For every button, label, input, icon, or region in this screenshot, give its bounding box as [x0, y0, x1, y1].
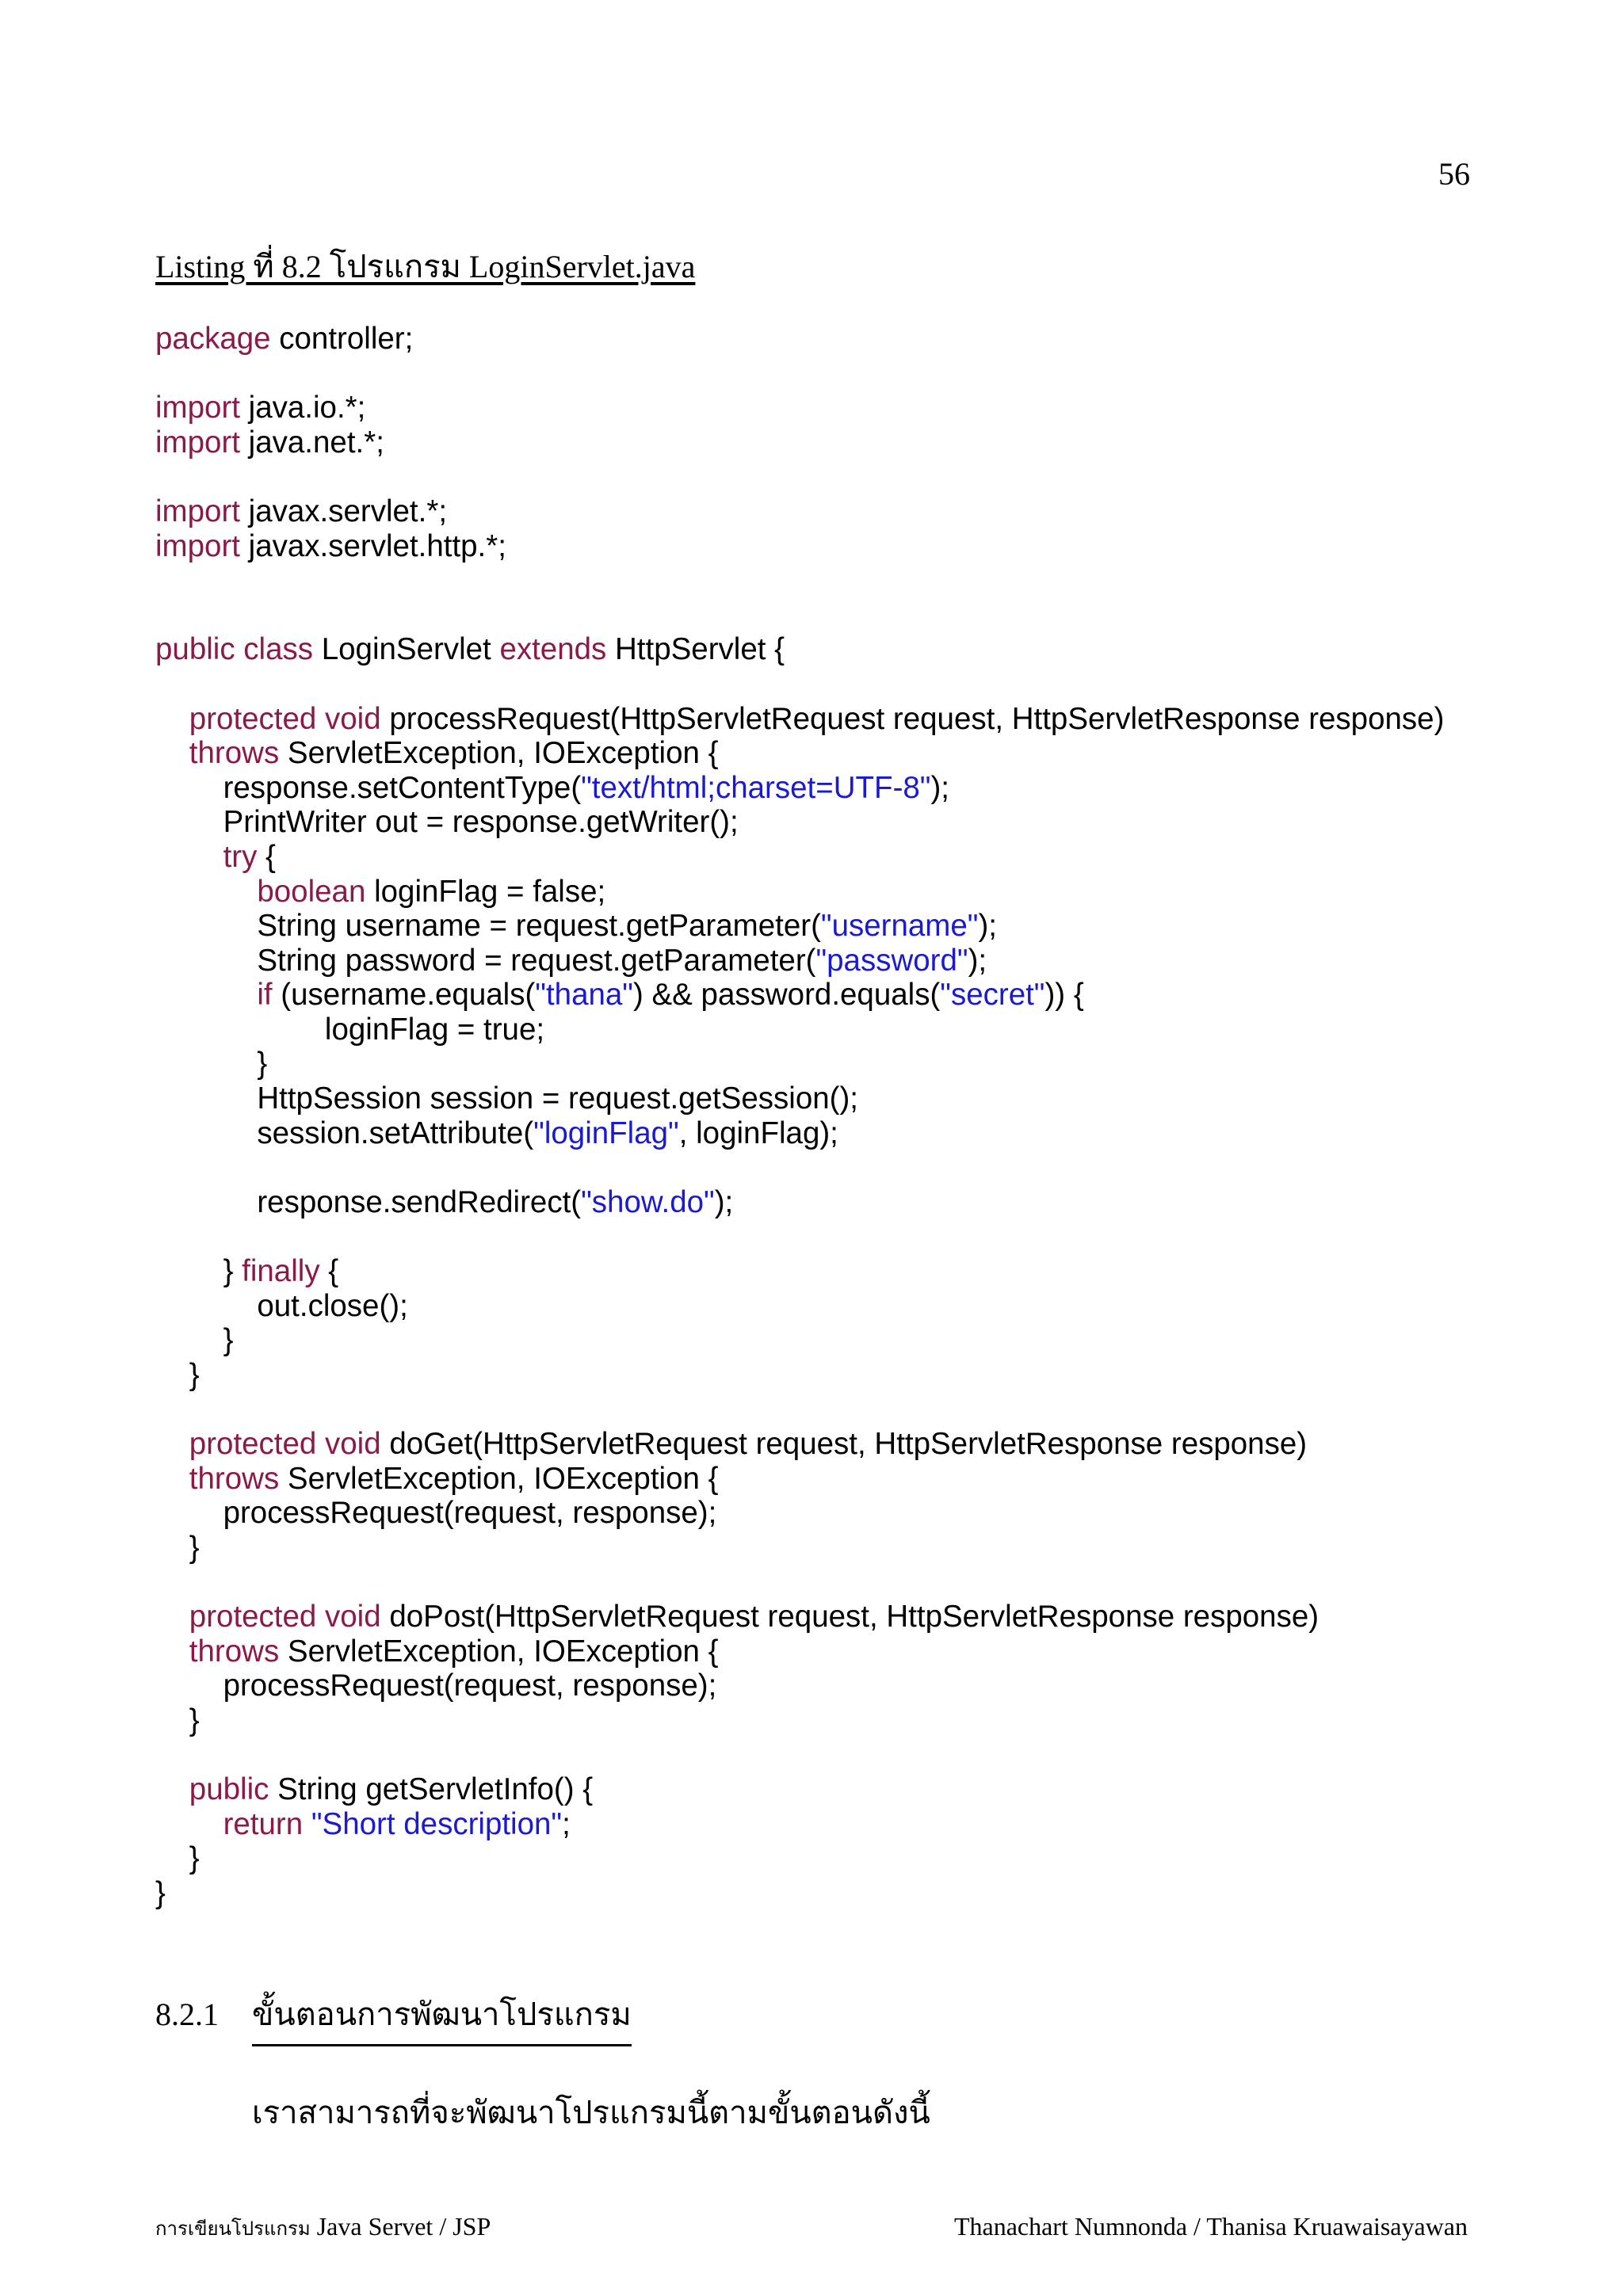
- code-text: [155, 1634, 189, 1669]
- code-text: [303, 1807, 311, 1841]
- footer-left: [155, 2212, 491, 2244]
- code-line: [155, 1600, 1444, 1634]
- code-line: [155, 1496, 1444, 1531]
- body-paragraph: เราสามารถที่จะพัฒนาโปรแกรมนี้ตามขั้นตอนดังนี้: [252, 2095, 930, 2130]
- code-string: "show.do": [581, 1184, 715, 1219]
- section-heading: [155, 1989, 632, 2046]
- footer-authors: Thanachart Numnonda / Thanisa Kruawaisayawan: [953, 2212, 1468, 2241]
- code-text: {: [257, 839, 276, 874]
- code-line: [155, 1669, 1444, 1703]
- code-line: [155, 1392, 1444, 1427]
- code-keyword: package: [155, 322, 271, 356]
- code-text: PrintWriter out = response.getWriter();: [155, 805, 739, 840]
- code-text: }: [155, 1323, 234, 1358]
- footer-thai-label: การเขียนโปรแกรม: [155, 2219, 311, 2240]
- code-line: [155, 909, 1444, 944]
- code-keyword: import: [155, 425, 240, 460]
- code-text: out.close();: [155, 1288, 408, 1323]
- code-text: );: [978, 909, 997, 944]
- code-text: LoginServlet: [313, 632, 500, 667]
- code-line: [155, 667, 1444, 702]
- code-text: loginFlag = true;: [155, 1012, 545, 1047]
- code-line: [155, 1772, 1444, 1807]
- code-text: ) && password.equals(: [632, 978, 941, 1013]
- code-text: doGet(HttpServletRequest request, HttpServletResponse response): [380, 1427, 1308, 1461]
- code-text: processRequest(HttpServletRequest request, HttpServletResponse response): [380, 701, 1445, 736]
- code-text: }: [155, 1254, 242, 1289]
- code-text: );: [930, 770, 949, 805]
- code-text: ServletException, IOException {: [279, 1461, 719, 1496]
- code-line: [155, 1150, 1444, 1185]
- code-text: }: [155, 1875, 166, 1910]
- code-line: [155, 1462, 1444, 1497]
- code-string: "username": [820, 909, 979, 944]
- code-text: ServletException, IOException {: [279, 736, 719, 771]
- code-line: [155, 875, 1444, 910]
- code-text: }: [155, 1357, 200, 1392]
- code-line: [155, 1737, 1444, 1772]
- code-line: [155, 632, 1444, 667]
- code-string: "password": [815, 943, 968, 978]
- code-line: [155, 1358, 1444, 1393]
- code-text: [155, 1427, 189, 1461]
- code-text: HttpSession session = request.getSession();: [155, 1081, 858, 1116]
- code-text: java.net.*;: [239, 425, 384, 460]
- code-keyword: import: [155, 391, 240, 425]
- code-line: [155, 563, 1444, 598]
- code-keyword: public class: [155, 632, 314, 667]
- code-text: [155, 736, 189, 770]
- code-text: [155, 1807, 223, 1841]
- section-title: ขั้นตอนการพัฒนาโปรแกรม: [252, 1989, 632, 2046]
- code-line: [155, 771, 1444, 806]
- code-string: "loginFlag": [533, 1116, 679, 1150]
- code-line: [155, 1185, 1444, 1220]
- code-text: ServletException, IOException {: [279, 1634, 719, 1669]
- code-text: )) {: [1044, 978, 1084, 1013]
- code-line: [155, 840, 1444, 875]
- code-text: );: [968, 943, 987, 978]
- code-text: response.setContentType(: [155, 770, 582, 805]
- code-line: [155, 1427, 1444, 1462]
- code-keyword: import: [155, 494, 240, 528]
- footer-course-title: Java Servet / JSP: [316, 2212, 491, 2241]
- code-text: controller;: [270, 322, 414, 356]
- code-keyword: protected void: [189, 1599, 381, 1634]
- code-line: [155, 1703, 1444, 1738]
- page-number: 56: [1438, 156, 1470, 192]
- section-number: 8.2.1: [155, 1997, 219, 2032]
- code-line: [155, 1047, 1444, 1081]
- code-keyword: finally: [242, 1254, 320, 1289]
- code-keyword: throws: [189, 1634, 280, 1669]
- code-keyword: try: [223, 839, 258, 874]
- code-text: ;: [562, 1806, 571, 1841]
- code-line: [155, 1531, 1444, 1566]
- code-line: [155, 978, 1444, 1013]
- code-text: loginFlag = false;: [365, 874, 606, 909]
- code-text: String password = request.getParameter(: [155, 943, 816, 978]
- code-keyword: throws: [189, 736, 280, 771]
- code-keyword: throws: [189, 1461, 280, 1496]
- code-line: [155, 1081, 1444, 1116]
- code-text: );: [714, 1184, 734, 1219]
- code-text: java.io.*;: [239, 391, 366, 425]
- code-line: [155, 425, 1444, 460]
- code-keyword: public: [189, 1772, 269, 1806]
- code-text: processRequest(request, response);: [155, 1669, 717, 1703]
- code-line: [155, 322, 1444, 357]
- code-text: javax.servlet.*;: [239, 494, 448, 528]
- code-text: [155, 978, 257, 1012]
- code-text: session.setAttribute(: [155, 1116, 534, 1150]
- code-text: response.sendRedirect(: [155, 1184, 582, 1219]
- code-text: String username = request.getParameter(: [155, 909, 821, 944]
- code-text: processRequest(request, response);: [155, 1496, 717, 1531]
- code-text: String getServletInfo() {: [269, 1772, 594, 1806]
- code-keyword: extends: [499, 632, 607, 667]
- code-text: {: [319, 1254, 339, 1289]
- code-line: [155, 736, 1444, 771]
- code-text: [155, 702, 189, 736]
- code-text: }: [155, 1047, 268, 1081]
- code-listing: [155, 322, 1444, 1910]
- code-keyword: import: [155, 528, 240, 563]
- code-line: [155, 1219, 1444, 1254]
- code-line: [155, 1254, 1444, 1289]
- code-line: [155, 1807, 1444, 1842]
- code-keyword: protected void: [189, 701, 381, 736]
- code-line: [155, 598, 1444, 633]
- code-keyword: boolean: [257, 874, 366, 909]
- code-line: [155, 1876, 1444, 1911]
- code-text: (username.equals(: [272, 978, 536, 1013]
- code-line: [155, 1323, 1444, 1358]
- code-line: [155, 944, 1444, 978]
- code-line: [155, 391, 1444, 425]
- code-text: }: [155, 1530, 200, 1565]
- code-text: javax.servlet.http.*;: [239, 528, 506, 563]
- code-text: doPost(HttpServletRequest request, HttpServletResponse response): [380, 1599, 1319, 1634]
- code-line: [155, 1116, 1444, 1151]
- code-line: [155, 357, 1444, 391]
- code-line: [155, 805, 1444, 840]
- listing-title: Listing ที่ 8.2 โปรแกรม LoginServlet.java: [155, 249, 696, 284]
- code-text: [155, 1772, 189, 1806]
- code-string: "text/html;charset=UTF-8": [581, 770, 931, 805]
- code-text: [155, 840, 223, 874]
- code-text: , loginFlag);: [678, 1116, 838, 1150]
- code-text: }: [155, 1703, 200, 1737]
- code-line: [155, 1013, 1444, 1047]
- code-line: [155, 1289, 1444, 1324]
- code-string: "thana": [535, 978, 633, 1013]
- code-keyword: if: [257, 978, 273, 1013]
- code-line: [155, 1634, 1444, 1669]
- code-text: [155, 1462, 189, 1496]
- code-line: [155, 702, 1444, 737]
- code-keyword: protected void: [189, 1427, 381, 1461]
- code-string: "secret": [940, 978, 1045, 1013]
- code-keyword: return: [223, 1806, 304, 1841]
- code-text: HttpServlet {: [606, 632, 785, 667]
- code-string: "Short description": [311, 1806, 563, 1841]
- code-line: [155, 1565, 1444, 1600]
- code-line: [155, 1841, 1444, 1876]
- code-line: [155, 460, 1444, 494]
- code-text: [155, 875, 257, 909]
- code-line: [155, 494, 1444, 529]
- code-line: [155, 529, 1444, 564]
- code-text: }: [155, 1841, 200, 1876]
- code-text: [155, 1600, 189, 1634]
